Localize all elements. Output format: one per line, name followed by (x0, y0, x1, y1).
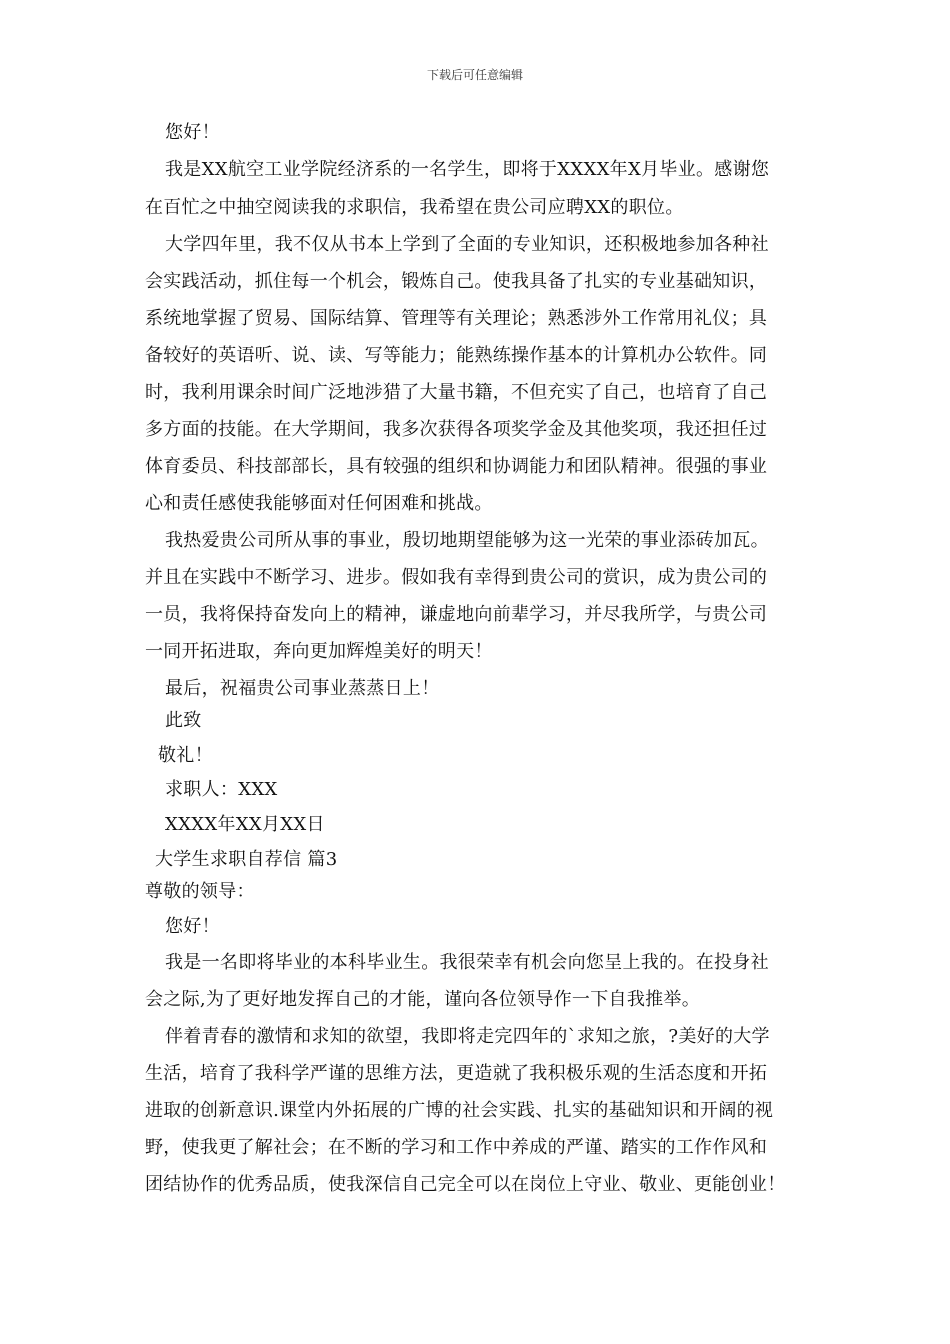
text-line: 并且在实践中不断学习、进步。假如我有幸得到贵公司的赏识，成为贵公司的 (145, 567, 768, 588)
date-line: XXXX年XX月XX日 (165, 814, 325, 835)
text-line: 备较好的英语听、说、读、写等能力；能熟练操作基本的计算机办公软件。同 (145, 345, 768, 366)
text-line: 一员，我将保持奋发向上的精神，谦虚地向前辈学习，并尽我所学，与贵公司 (145, 604, 768, 625)
text-line: 一同开拓进取，奔向更加辉煌美好的明天！ (145, 641, 493, 662)
text-line: 会实践活动，抓住每一个机会，锻炼自己。使我具备了扎实的专业基础知识， (145, 271, 768, 292)
text-line: 我是XX航空工业学院经济系的一名学生，即将于XXXX年X月毕业。感谢您 (165, 159, 770, 180)
text-line: 进取的创新意识.课堂内外拓展的广博的社会实践、扎实的基础知识和开阔的视 (145, 1100, 774, 1121)
text-line: 生活，培育了我科学严谨的思维方法，更造就了我积极乐观的生活态度和开拓 (145, 1063, 768, 1084)
text-line: 您好！ (165, 122, 220, 143)
text-line: 心和责任感使我能够面对任何困难和挑战。 (145, 493, 493, 514)
text-line: 野，使我更了解社会；在不断的学习和工作中养成的严谨、踏实的工作作风和 (145, 1137, 768, 1158)
text-line: 最后，祝福贵公司事业蒸蒸日上！ (165, 678, 440, 699)
text-line: 会之际,为了更好地发挥自己的才能，谨向各位领导作一下自我推举。 (145, 989, 701, 1010)
text-line: 在百忙之中抽空阅读我的求职信，我希望在贵公司应聘XX的职位。 (145, 197, 684, 218)
text-line: 伴着青春的激情和求知的欲望，我即将走完四年的`求知之旅，?美好的大学 (165, 1026, 770, 1047)
text-line: 多方面的技能。在大学期间，我多次获得各项奖学金及其他奖项，我还担任过 (145, 419, 768, 440)
closing-salutation: 此致 (165, 710, 202, 731)
closing-regards: 敬礼！ (158, 745, 213, 766)
text-line: 时，我利用课余时间广泛地涉猎了大量书籍，不但充实了自己，也培育了自己 (145, 382, 768, 403)
text-line: 您好！ (165, 916, 220, 937)
text-line: 我热爱贵公司所从事的事业，殷切地期望能够为这一光荣的事业添砖加瓦。 (165, 530, 769, 551)
text-line: 系统地掌握了贸易、国际结算、管理等有关理论；熟悉涉外工作常用礼仪；具 (145, 308, 768, 329)
text-line: 团结协作的优秀品质，使我深信自己完全可以在岗位上守业、敬业、更能创业！ (145, 1174, 786, 1195)
text-line: 体育委员、科技部部长，具有较强的组织和协调能力和团队精神。很强的事业 (145, 456, 768, 477)
text-line: 大学四年里，我不仅从书本上学到了全面的专业知识，还积极地参加各种社 (165, 234, 769, 255)
text-line: 我是一名即将毕业的本科毕业生。我很荣幸有机会向您呈上我的。在投身社 (165, 952, 769, 973)
page-header: 下载后可任意编辑 (426, 68, 523, 82)
section-title: 大学生求职自荐信 篇3 (155, 849, 338, 870)
greeting-line: 尊敬的领导： (145, 881, 255, 902)
signature-line: 求职人：XXX (165, 779, 278, 800)
